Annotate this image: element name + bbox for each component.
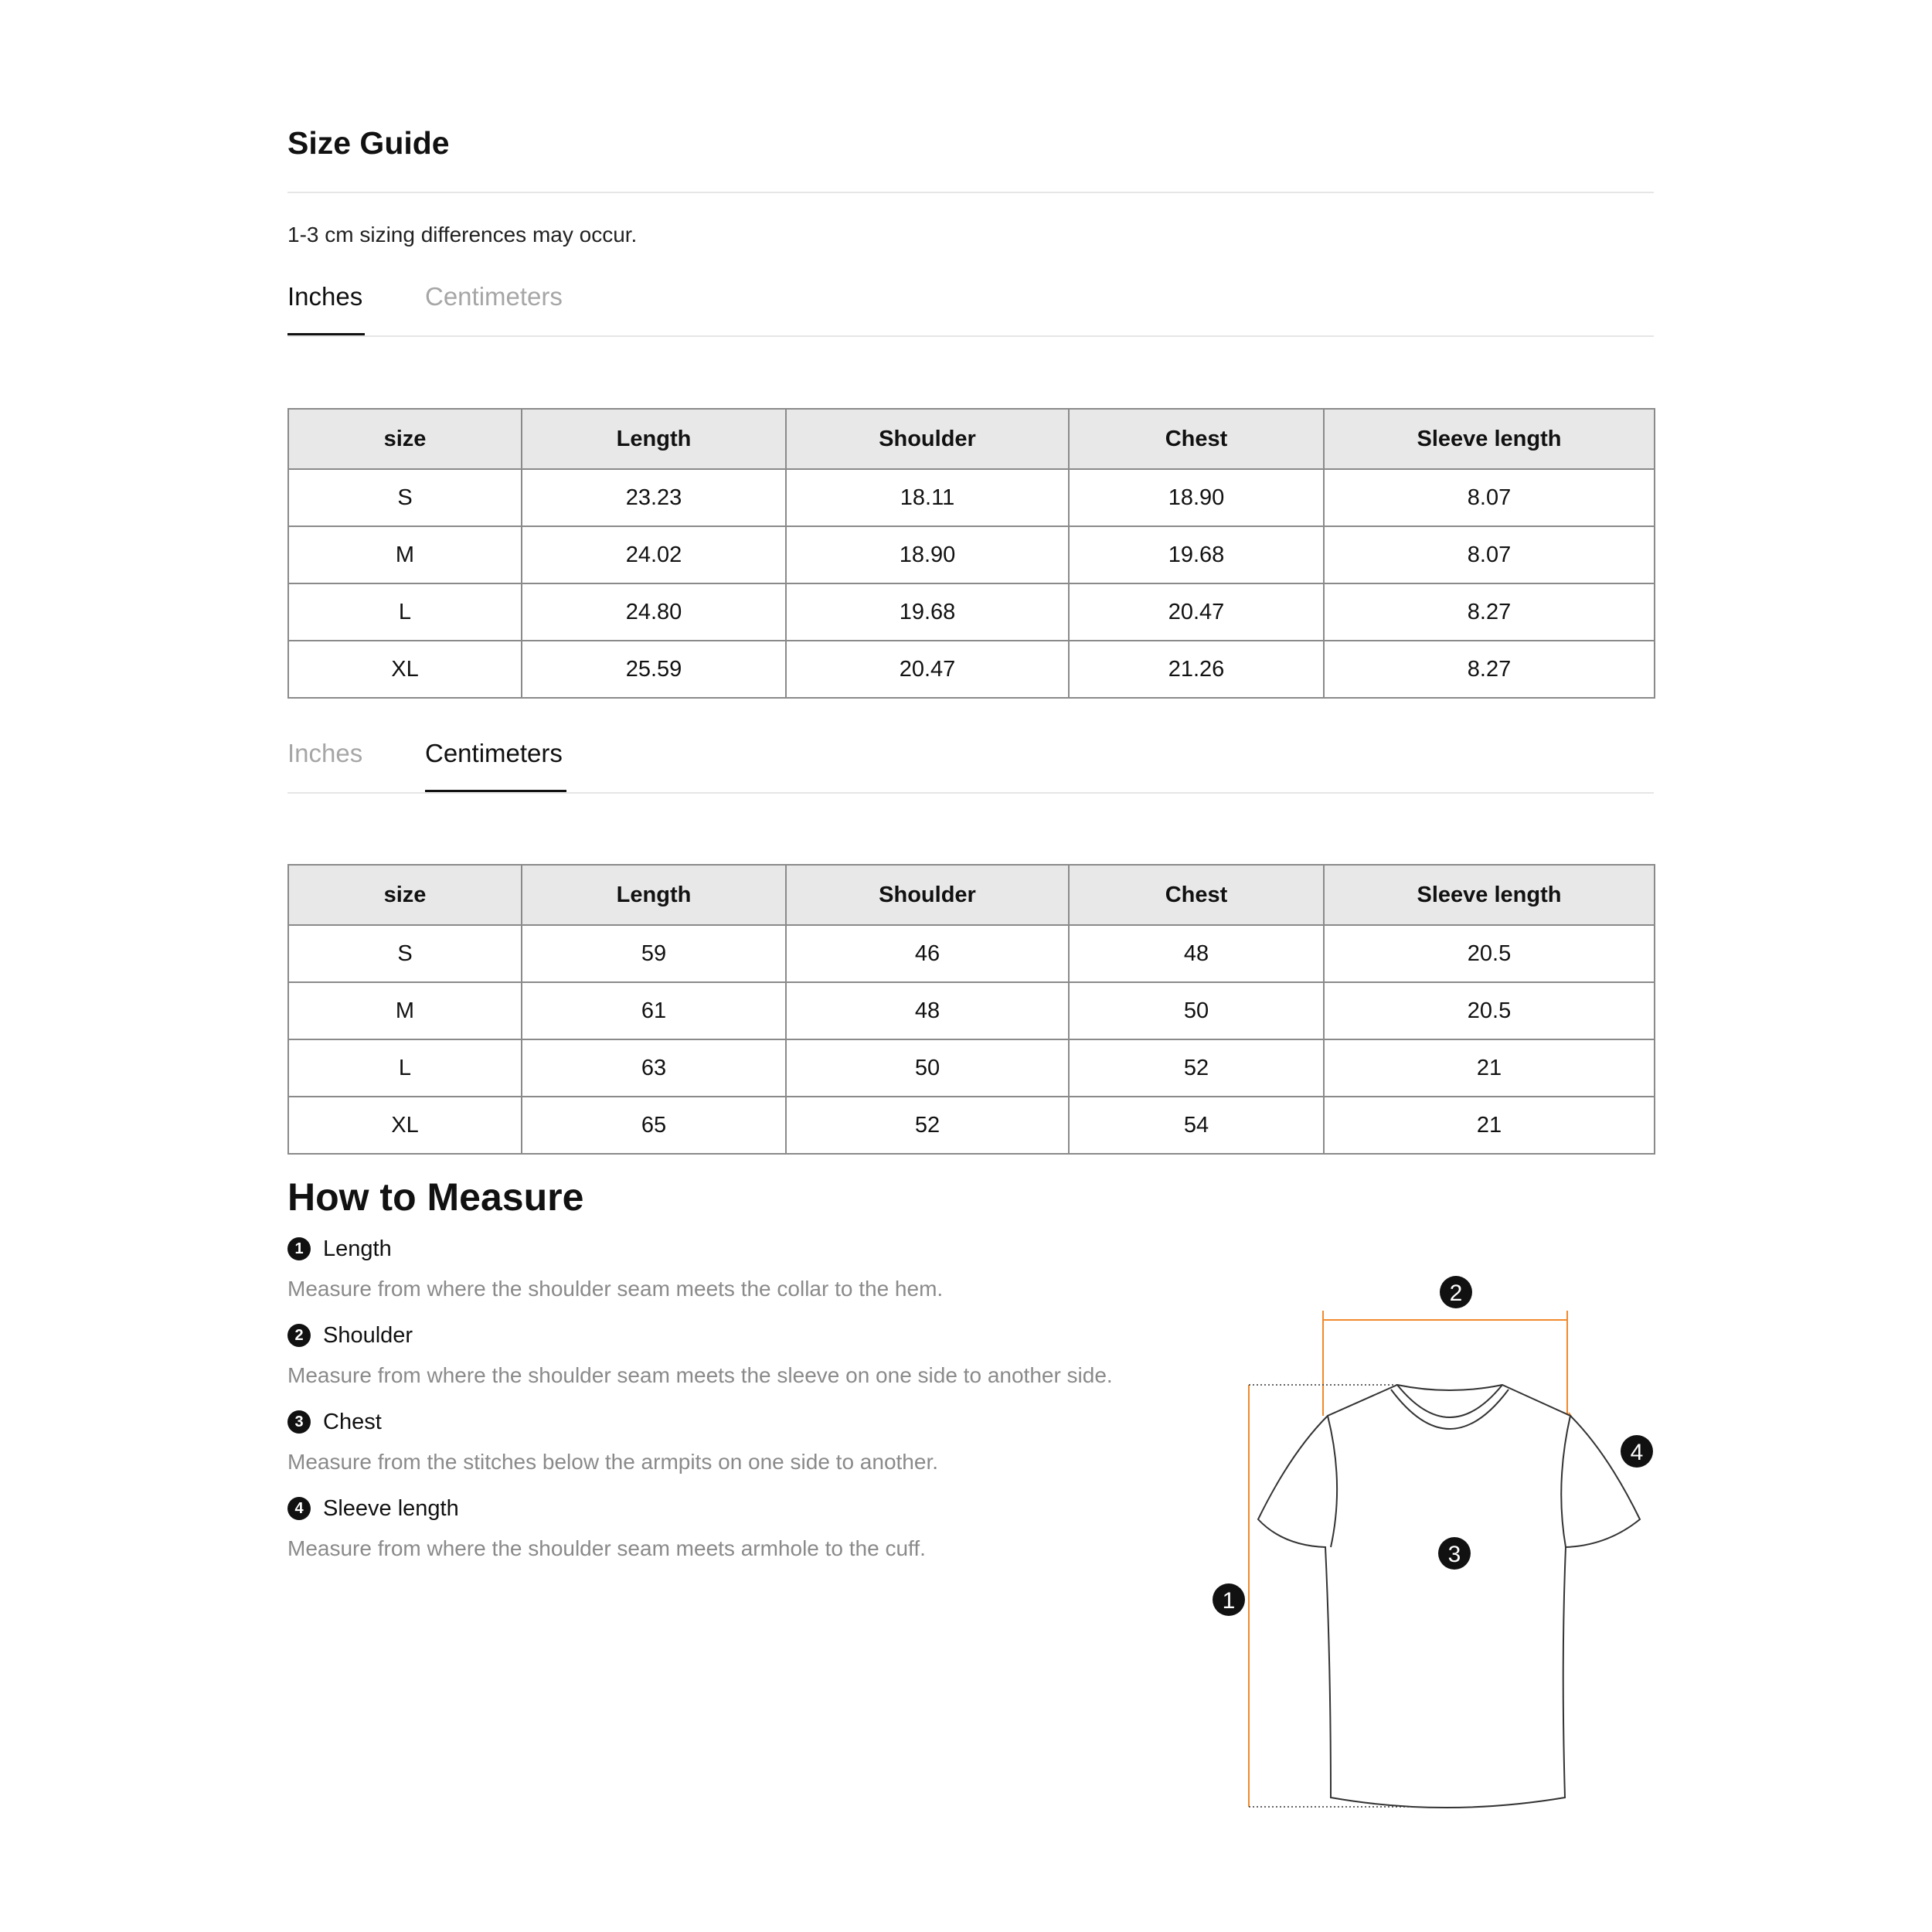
table-cell: 52 (786, 1097, 1069, 1154)
column-header: Shoulder (786, 409, 1069, 469)
table-cell: M (288, 526, 522, 583)
size-table-inches (287, 408, 1655, 699)
table-cell: 21 (1324, 1039, 1655, 1097)
table-cell: 20.5 (1324, 925, 1655, 982)
tabs-divider (287, 792, 1654, 794)
table-row (288, 526, 1655, 583)
table-cell: 61 (522, 982, 786, 1039)
column-header: Chest (1069, 409, 1324, 469)
table-cell: 20.47 (1069, 583, 1324, 641)
table-row (288, 1097, 1655, 1154)
table-cell: 8.07 (1324, 526, 1655, 583)
tabs-divider (287, 335, 1654, 337)
table-cell: 21 (1324, 1097, 1655, 1154)
table-cell: 24.80 (522, 583, 786, 641)
tab-centimeters[interactable]: Centimeters (425, 282, 563, 311)
marker-label: 4 (1630, 1440, 1644, 1465)
table-cell: L (288, 1039, 522, 1097)
table-cell: 65 (522, 1097, 786, 1154)
marker-2 (1440, 1276, 1472, 1308)
sizing-note: 1-3 cm sizing differences may occur. (287, 223, 638, 247)
column-header: size (288, 865, 522, 925)
table-cell: 63 (522, 1039, 786, 1097)
column-header: Sleeve length (1324, 865, 1655, 925)
marker-3 (1438, 1537, 1471, 1570)
table-row (288, 925, 1655, 982)
marker-1 (1213, 1583, 1245, 1616)
table-cell: 18.90 (786, 526, 1069, 583)
table-cell: M (288, 982, 522, 1039)
measure-item-shoulder (287, 1320, 1113, 1388)
table-cell: 21.26 (1069, 641, 1324, 698)
marker-label: 3 (1447, 1542, 1461, 1567)
table-cell: 48 (786, 982, 1069, 1039)
measure-description: Measure from the stitches below the armpits on one side to another. (287, 1450, 939, 1474)
marker-4 (1621, 1435, 1653, 1468)
table-cell: 23.23 (522, 469, 786, 526)
table-cell: 18.90 (1069, 469, 1324, 526)
number-1-icon: 1 (287, 1237, 311, 1260)
table-header-row (288, 865, 1655, 925)
measure-label: Shoulder (323, 1322, 413, 1348)
table-cell: 8.27 (1324, 583, 1655, 641)
measure-description: Measure from where the shoulder seam meets the collar to the hem. (287, 1277, 944, 1301)
tab-inches[interactable]: Inches (287, 739, 363, 767)
table-cell: 50 (1069, 982, 1324, 1039)
measure-description: Measure from where the shoulder seam meets armhole to the cuff. (287, 1536, 926, 1560)
table-cell: 20.47 (786, 641, 1069, 698)
column-header: Shoulder (786, 865, 1069, 925)
table-cell: XL (288, 641, 522, 698)
column-header: Chest (1069, 865, 1324, 925)
table-row (288, 1039, 1655, 1097)
table-cell: 54 (1069, 1097, 1324, 1154)
table-cell: 20.5 (1324, 982, 1655, 1039)
marker-label: 2 (1449, 1281, 1463, 1306)
number-3-icon: 3 (287, 1410, 311, 1434)
table-row (288, 469, 1655, 526)
measure-label: Chest (323, 1409, 382, 1434)
number-4-icon: 4 (287, 1497, 311, 1520)
table-row (288, 641, 1655, 698)
marker-label: 1 (1222, 1588, 1236, 1614)
tab-centimeters[interactable]: Centimeters (425, 739, 563, 767)
table-cell: 48 (1069, 925, 1324, 982)
tshirt-measure-diagram-icon (1190, 1260, 1669, 1816)
table-cell: 24.02 (522, 526, 786, 583)
table-cell: 8.27 (1324, 641, 1655, 698)
size-table-centimeters (287, 864, 1655, 1155)
measure-item-sleeve-length (287, 1493, 926, 1561)
page-title: Size Guide (287, 125, 450, 161)
table-cell: L (288, 583, 522, 641)
column-header: Length (522, 409, 786, 469)
column-header: Length (522, 865, 786, 925)
measure-item-length (287, 1233, 943, 1301)
table-cell: 59 (522, 925, 786, 982)
measure-label: Length (323, 1236, 392, 1261)
measure-item-chest (287, 1406, 938, 1475)
column-header: size (288, 409, 522, 469)
table-cell: 50 (786, 1039, 1069, 1097)
table-cell: S (288, 469, 522, 526)
number-2-icon: 2 (287, 1324, 311, 1347)
table-cell: 25.59 (522, 641, 786, 698)
title-divider (287, 192, 1654, 193)
column-header: Sleeve length (1324, 409, 1655, 469)
table-row (288, 982, 1655, 1039)
table-cell: 18.11 (786, 469, 1069, 526)
table-cell: 19.68 (786, 583, 1069, 641)
table-cell: 52 (1069, 1039, 1324, 1097)
table-cell: XL (288, 1097, 522, 1154)
table-cell: 19.68 (1069, 526, 1324, 583)
measure-description: Measure from where the shoulder seam meets the sleeve on one side to another side. (287, 1363, 1113, 1387)
table-cell: S (288, 925, 522, 982)
table-header-row (288, 409, 1655, 469)
table-cell: 8.07 (1324, 469, 1655, 526)
table-row (288, 583, 1655, 641)
table-cell: 46 (786, 925, 1069, 982)
tshirt-outline (1258, 1385, 1640, 1808)
how-to-measure-title: How to Measure (287, 1175, 584, 1219)
tab-inches[interactable]: Inches (287, 282, 363, 311)
measure-label: Sleeve length (323, 1495, 459, 1521)
